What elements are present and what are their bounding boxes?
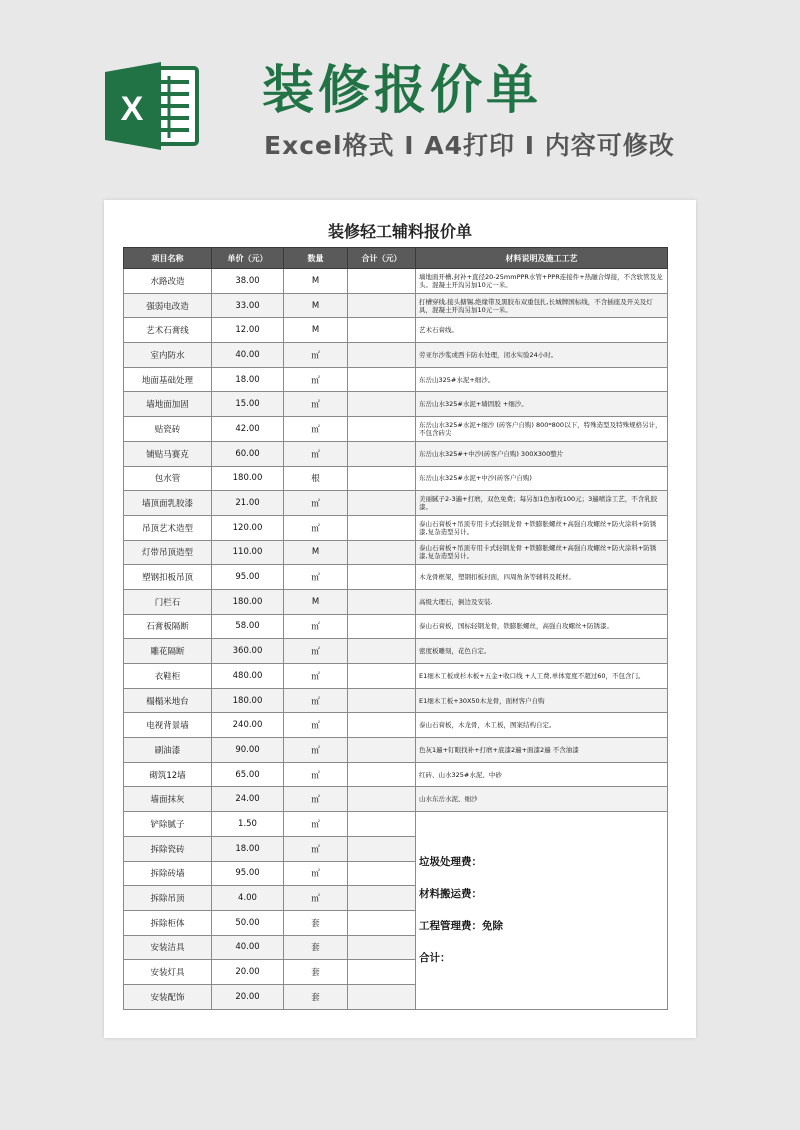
header [0, 0, 800, 195]
cell-item-name[interactable]: 强弱电改造 [124, 293, 212, 318]
cell-unit[interactable]: ㎡ [284, 565, 348, 590]
cell-unit[interactable]: ㎡ [284, 886, 348, 911]
cell-item-name[interactable]: 艺术石膏线 [124, 318, 212, 343]
cell-price[interactable]: 480.00 [212, 664, 284, 689]
table-row [124, 343, 668, 368]
cell-item-name[interactable]: 安装洁具 [124, 935, 212, 960]
table-body [124, 269, 668, 1010]
page-title: 装修报价单 [262, 61, 543, 121]
cell-item-name[interactable]: 电视背景墙 [124, 713, 212, 738]
cell-unit[interactable]: M [284, 540, 348, 565]
cell-unit[interactable]: ㎡ [284, 861, 348, 886]
cell-description[interactable]: 泰山石膏板+吊顶专用卡式轻钢龙骨 +铁膨胀螺丝+高强自攻螺丝+防火涂料+防锈漆,复杂造型另计。 [416, 515, 668, 540]
cell-description[interactable]: 山水东岳水泥、细沙 [416, 787, 668, 812]
cell-price[interactable]: 95.00 [212, 861, 284, 886]
cell-unit[interactable]: M [284, 318, 348, 343]
cell-item-name[interactable]: 门栏石 [124, 589, 212, 614]
cell-description[interactable]: 泰山石膏板，木龙骨，木工板，图案结构自定。 [416, 713, 668, 738]
cell-unit[interactable]: ㎡ [284, 762, 348, 787]
cell-total[interactable] [348, 540, 416, 565]
cell-description[interactable]: 墙地面开槽,封补+直径20-25mmPPR水管+PPR连接件+热融合焊接，不含软管及龙头。混凝土开沟另加10元一米。 [416, 269, 668, 294]
cell-item-name[interactable]: 包水管 [124, 466, 212, 491]
cell-price[interactable]: 18.00 [212, 367, 284, 392]
excel-logo-icon [103, 60, 203, 152]
table-row [124, 293, 668, 318]
cell-unit[interactable]: ㎡ [284, 367, 348, 392]
col-header-total: 合计（元） [348, 248, 416, 269]
cell-description[interactable]: 美丽腻子2-3遍+打磨，双色免费；每另加1色加收100元；3遍喷涂工艺，不含乳胶漆。 [416, 491, 668, 516]
cell-description[interactable]: 高级大理石，倒边及安装. [416, 589, 668, 614]
col-header-price: 单价（元） [212, 248, 284, 269]
cell-description[interactable]: 东岳山水325#+中沙(砖客户自购) 300X300整片 [416, 441, 668, 466]
table-row [124, 269, 668, 294]
cell-price[interactable]: 240.00 [212, 713, 284, 738]
col-header-unit: 数量 [284, 248, 348, 269]
cell-price[interactable]: 180.00 [212, 589, 284, 614]
cell-item-name[interactable]: 灯带吊顶造型 [124, 540, 212, 565]
cell-total[interactable] [348, 886, 416, 911]
fee-line: 垃圾处理费： [419, 856, 482, 869]
cell-unit[interactable]: M [284, 293, 348, 318]
table-row [124, 318, 668, 343]
cell-unit[interactable]: ㎡ [284, 738, 348, 763]
cell-description[interactable]: 东岳山水325#水泥+墙固胶 +细沙。 [416, 392, 668, 417]
cell-item-name[interactable]: 拆除吊顶 [124, 886, 212, 911]
cell-item-name[interactable]: 拆除砖墙 [124, 861, 212, 886]
table-row [124, 713, 668, 738]
cell-description[interactable]: 色灰1遍+钉眼找补+打磨+底漆2遍+面漆2遍 不含油漆 [416, 738, 668, 763]
cell-description[interactable]: E1细木工板+30X50木龙骨，面材客户自购 [416, 688, 668, 713]
cell-total[interactable] [348, 565, 416, 590]
cell-unit[interactable]: 套 [284, 960, 348, 985]
table-row [124, 688, 668, 713]
cell-price[interactable]: 33.00 [212, 293, 284, 318]
cell-price[interactable]: 20.00 [212, 984, 284, 1009]
cell-item-name[interactable]: 拆除柜体 [124, 910, 212, 935]
cell-description[interactable]: 泰山石膏板，国标轻钢龙骨，铁膨胀螺丝，高强自攻螺丝+防锈漆。 [416, 614, 668, 639]
cell-price[interactable]: 40.00 [212, 343, 284, 368]
table-row [124, 540, 668, 565]
cell-price[interactable]: 12.00 [212, 318, 284, 343]
page-subtitle: Excel格式 I A4打印 I 内容可修改 [264, 131, 675, 160]
cell-description[interactable]: 东岳山水325#水泥+中沙(砖客户自购) [416, 466, 668, 491]
cell-unit[interactable]: ㎡ [284, 787, 348, 812]
table-row [124, 787, 668, 812]
cell-price[interactable]: 360.00 [212, 639, 284, 664]
cell-unit[interactable]: ㎡ [284, 812, 348, 837]
cell-total[interactable] [348, 293, 416, 318]
cell-description[interactable]: 红砖、山水325#水泥、中砂 [416, 762, 668, 787]
cell-total[interactable] [348, 910, 416, 935]
quote-table [123, 247, 668, 1010]
cell-item-name[interactable]: 水路改造 [124, 269, 212, 294]
cell-price[interactable]: 18.00 [212, 836, 284, 861]
table-row [124, 392, 668, 417]
cell-unit[interactable]: ㎡ [284, 392, 348, 417]
cell-unit[interactable]: ㎡ [284, 713, 348, 738]
cell-item-name[interactable]: 墙地面加固 [124, 392, 212, 417]
cell-unit[interactable]: 根 [284, 466, 348, 491]
table-row [124, 441, 668, 466]
cell-item-name[interactable]: 雕花隔断 [124, 639, 212, 664]
sheet-title: 装修轻工辅料报价单 [327, 222, 472, 241]
cell-price[interactable]: 180.00 [212, 466, 284, 491]
cell-unit[interactable]: M [284, 589, 348, 614]
cell-price[interactable]: 90.00 [212, 738, 284, 763]
cell-total[interactable] [348, 935, 416, 960]
cell-total[interactable] [348, 614, 416, 639]
cell-total[interactable] [348, 367, 416, 392]
cell-total[interactable] [348, 515, 416, 540]
cell-item-name[interactable]: 拆除瓷砖 [124, 836, 212, 861]
fee-line: 工程管理费：免除 [419, 920, 503, 933]
cell-total[interactable] [348, 861, 416, 886]
cell-unit[interactable]: ㎡ [284, 836, 348, 861]
cell-total[interactable] [348, 713, 416, 738]
table-row [124, 812, 668, 837]
cell-item-name[interactable]: 刷油漆 [124, 738, 212, 763]
cell-item-name[interactable]: 铺贴马赛克 [124, 441, 212, 466]
fee-summary-cell[interactable] [416, 812, 668, 1010]
cell-total[interactable] [348, 269, 416, 294]
cell-item-name[interactable]: 贴瓷砖 [124, 417, 212, 442]
col-header-description: 材料说明及施工工艺 [416, 248, 668, 269]
cell-description[interactable]: 泰山石膏板+吊顶专用卡式轻钢龙骨 +铁膨胀螺丝+高强自攻螺丝+防火涂料+防锈漆,复杂造型另计。 [416, 540, 668, 565]
cell-price[interactable]: 40.00 [212, 935, 284, 960]
cell-price[interactable]: 60.00 [212, 441, 284, 466]
cell-total[interactable] [348, 589, 416, 614]
col-header-item: 项目名称 [124, 248, 212, 269]
fee-line: 材料搬运费： [419, 888, 482, 901]
cell-price[interactable]: 95.00 [212, 565, 284, 590]
cell-item-name[interactable]: 室内防水 [124, 343, 212, 368]
cell-total[interactable] [348, 688, 416, 713]
cell-unit[interactable]: ㎡ [284, 491, 348, 516]
cell-description[interactable]: 艺术石膏线。 [416, 318, 668, 343]
spreadsheet-page [104, 200, 696, 1038]
cell-item-name[interactable]: 砌筑12墙 [124, 762, 212, 787]
cell-total[interactable] [348, 762, 416, 787]
cell-item-name[interactable]: 墙顶面乳胶漆 [124, 491, 212, 516]
cell-total[interactable] [348, 984, 416, 1009]
cell-item-name[interactable]: 石膏板隔断 [124, 614, 212, 639]
cell-price[interactable]: 120.00 [212, 515, 284, 540]
table-row [124, 491, 668, 516]
cell-total[interactable] [348, 836, 416, 861]
cell-total[interactable] [348, 343, 416, 368]
cell-total[interactable] [348, 787, 416, 812]
cell-total[interactable] [348, 639, 416, 664]
table-row [124, 614, 668, 639]
cell-price[interactable]: 110.00 [212, 540, 284, 565]
cell-price[interactable]: 50.00 [212, 910, 284, 935]
cell-total[interactable] [348, 318, 416, 343]
table-row [124, 738, 668, 763]
cell-total[interactable] [348, 812, 416, 837]
cell-unit[interactable]: ㎡ [284, 688, 348, 713]
cell-item-name[interactable]: 衣鞋柜 [124, 664, 212, 689]
cell-description[interactable]: 东岳山325#水泥+细沙。 [416, 367, 668, 392]
table-row [124, 466, 668, 491]
cell-unit[interactable]: ㎡ [284, 441, 348, 466]
cell-total[interactable] [348, 392, 416, 417]
table-header-row [124, 248, 668, 269]
table-row [124, 589, 668, 614]
cell-total[interactable] [348, 466, 416, 491]
cell-price[interactable]: 21.00 [212, 491, 284, 516]
table-row [124, 367, 668, 392]
cell-unit[interactable]: ㎡ [284, 614, 348, 639]
table-row [124, 515, 668, 540]
cell-price[interactable]: 180.00 [212, 688, 284, 713]
cell-item-name[interactable]: 塑钢扣板吊顶 [124, 565, 212, 590]
cell-unit[interactable]: 套 [284, 935, 348, 960]
cell-description[interactable]: 密度板雕刻，花色自定。 [416, 639, 668, 664]
cell-description[interactable]: 劳亚尔沙浆或西卡防水处理，闭水实验24小时。 [416, 343, 668, 368]
cell-item-name[interactable]: 铲除腻子 [124, 812, 212, 837]
cell-unit[interactable]: ㎡ [284, 515, 348, 540]
cell-unit[interactable]: ㎡ [284, 664, 348, 689]
cell-description[interactable]: 木龙骨框架，塑钢扣板封面，四周角条等辅料及耗材。 [416, 565, 668, 590]
cell-total[interactable] [348, 960, 416, 985]
cell-price[interactable]: 20.00 [212, 960, 284, 985]
svg-text:X: X [120, 90, 144, 128]
cell-unit[interactable]: ㎡ [284, 639, 348, 664]
cell-total[interactable] [348, 491, 416, 516]
cell-total[interactable] [348, 738, 416, 763]
cell-price[interactable]: 1.50 [212, 812, 284, 837]
cell-item-name[interactable]: 吊顶艺术造型 [124, 515, 212, 540]
cell-description[interactable]: E1细木工板或杉木板+五金+收口线 +人工费,单体宽度不超过60，不包含门。 [416, 664, 668, 689]
cell-price[interactable]: 58.00 [212, 614, 284, 639]
table-row [124, 762, 668, 787]
cell-price[interactable]: 4.00 [212, 886, 284, 911]
cell-price[interactable]: 15.00 [212, 392, 284, 417]
cell-total[interactable] [348, 664, 416, 689]
table-row [124, 565, 668, 590]
table-row [124, 639, 668, 664]
table-row [124, 664, 668, 689]
cell-price[interactable]: 24.00 [212, 787, 284, 812]
cell-item-name[interactable]: 榻榻米地台 [124, 688, 212, 713]
cell-total[interactable] [348, 441, 416, 466]
table-row [124, 417, 668, 442]
cell-item-name[interactable]: 安装配饰 [124, 984, 212, 1009]
cell-unit[interactable]: 套 [284, 984, 348, 1009]
cell-unit[interactable]: M [284, 269, 348, 294]
cell-item-name[interactable]: 地面基础处理 [124, 367, 212, 392]
cell-item-name[interactable]: 墙面抹灰 [124, 787, 212, 812]
fee-line: 合计： [419, 952, 451, 965]
cell-price[interactable]: 38.00 [212, 269, 284, 294]
cell-price[interactable]: 65.00 [212, 762, 284, 787]
cell-unit[interactable]: ㎡ [284, 343, 348, 368]
cell-unit[interactable]: ㎡ [284, 417, 348, 442]
cell-description[interactable]: 东岳山水325#水泥+细沙 (砖客户自购) 800*800以下，特殊造型及特殊规格另计，不包含砖尖 [416, 417, 668, 442]
cell-item-name[interactable]: 安装灯具 [124, 960, 212, 985]
cell-price[interactable]: 42.00 [212, 417, 284, 442]
cell-unit[interactable]: 套 [284, 910, 348, 935]
cell-total[interactable] [348, 417, 416, 442]
cell-description[interactable]: 打槽穿线,接头搪锡,绝缘带及黑胶布双重包扎,长城牌国标线，不含插座及开关及灯具，混凝土开沟另加10元一米。 [416, 293, 668, 318]
